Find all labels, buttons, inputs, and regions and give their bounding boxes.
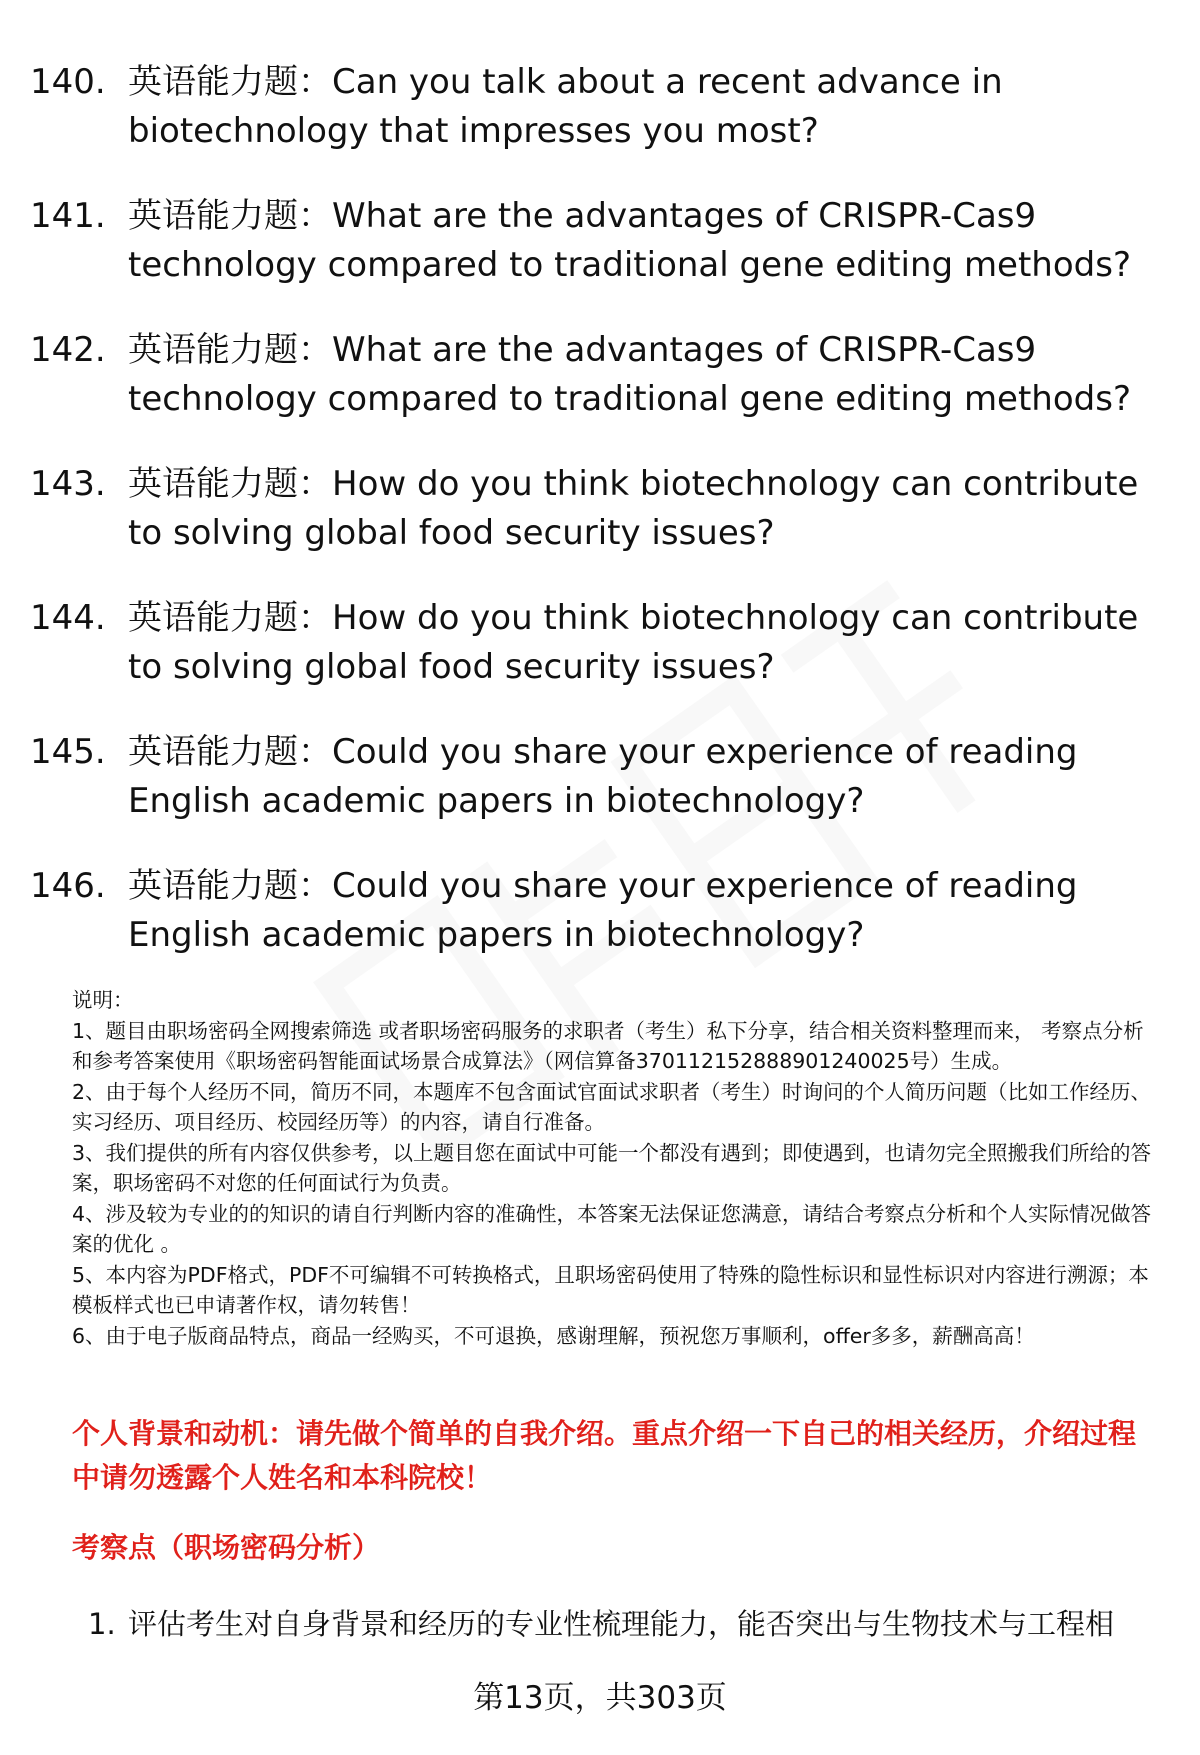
question-item	[30, 192, 1175, 290]
question-text: 英语能力题：What are the advantages of CRISPR-Cas9 technology compared to traditional gene editing methods?	[128, 196, 1131, 285]
question-text: 英语能力题：Could you share your experience of reading English academic papers in biotechnology?	[128, 732, 1078, 821]
analysis-point	[88, 1602, 1178, 1646]
note-item: 2、由于每个人经历不同，简历不同，本题库不包含面试官面试求职者（考生）时询问的个人简历问题（比如工作经历、实习经历、项目经历、校园经历等）的内容，请自行准备。	[72, 1079, 1152, 1134]
note-item: 1、题目由职场密码全网搜索筛选 或者职场密码服务的求职者（考生）私下分享，结合相关资料整理而来， 考察点分析和参考答案使用《职场密码智能面试场景合成算法》（网信算备370112152888901240025号）生成。	[72, 1018, 1144, 1073]
question-text: 英语能力题：Can you talk about a recent advance in biotechnology that impresses you most?	[128, 62, 1003, 151]
question-item	[30, 58, 1175, 156]
note-item: 5、本内容为PDF格式，PDF不可编辑不可转换格式，且职场密码使用了特殊的隐性标识和显性标识对内容进行溯源；本模板样式也已申请著作权，请勿转售！	[72, 1262, 1149, 1317]
question-number: 140.	[30, 62, 106, 102]
notes-title: 说明：	[72, 988, 134, 1012]
question-number: 145.	[30, 732, 106, 772]
note-item: 6、由于电子版商品特点，商品一经购买，不可退换，感谢理解，预祝您万事顺利，offer多多，薪酬高高！	[72, 1323, 1035, 1348]
question-number: 144.	[30, 598, 106, 638]
point-number: 1.	[88, 1607, 116, 1641]
question-text: 英语能力题：Could you share your experience of reading English academic papers in biotechnology?	[128, 866, 1078, 955]
analysis-heading: 考察点（职场密码分析）	[72, 1531, 381, 1564]
question-number: 143.	[30, 464, 106, 504]
question-item	[30, 460, 1175, 558]
notes-section	[72, 985, 1162, 1351]
question-text: 英语能力题：What are the advantages of CRISPR-Cas9 technology compared to traditional gene editing methods?	[128, 330, 1131, 419]
question-number: 142.	[30, 330, 106, 370]
question-text: 英语能力题：How do you think biotechnology can contribute to solving global food security issues?	[128, 598, 1139, 687]
question-text: 英语能力题：How do you think biotechnology can contribute to solving global food security issues?	[128, 464, 1139, 553]
question-number: 141.	[30, 196, 106, 236]
question-list	[30, 58, 1175, 996]
question-number: 146.	[30, 866, 106, 906]
question-heading: 个人背景和动机：请先做个简单的自我介绍。重点介绍一下自己的相关经历，介绍过程中请勿透露个人姓名和本科院校！	[72, 1417, 1137, 1494]
question-item	[30, 326, 1175, 424]
page-footer: 第13页，共303页	[473, 1680, 727, 1716]
question-item	[30, 594, 1175, 692]
note-item: 4、涉及较为专业的的知识的请自行判断内容的准确性，本答案无法保证您满意，请结合考察点分析和个人实际情况做答案的优化 。	[72, 1201, 1152, 1256]
question-item	[30, 728, 1175, 826]
point-text: 评估考生对自身背景和经历的专业性梳理能力，能否突出与生物技术与工程相	[128, 1607, 1115, 1641]
note-item: 3、我们提供的所有内容仅供参考，以上题目您在面试中可能一个都没有遇到；即使遇到，也请勿完全照搬我们所给的答案，职场密码不对您的任何面试行为负责。	[72, 1140, 1152, 1195]
question-item	[30, 862, 1175, 960]
